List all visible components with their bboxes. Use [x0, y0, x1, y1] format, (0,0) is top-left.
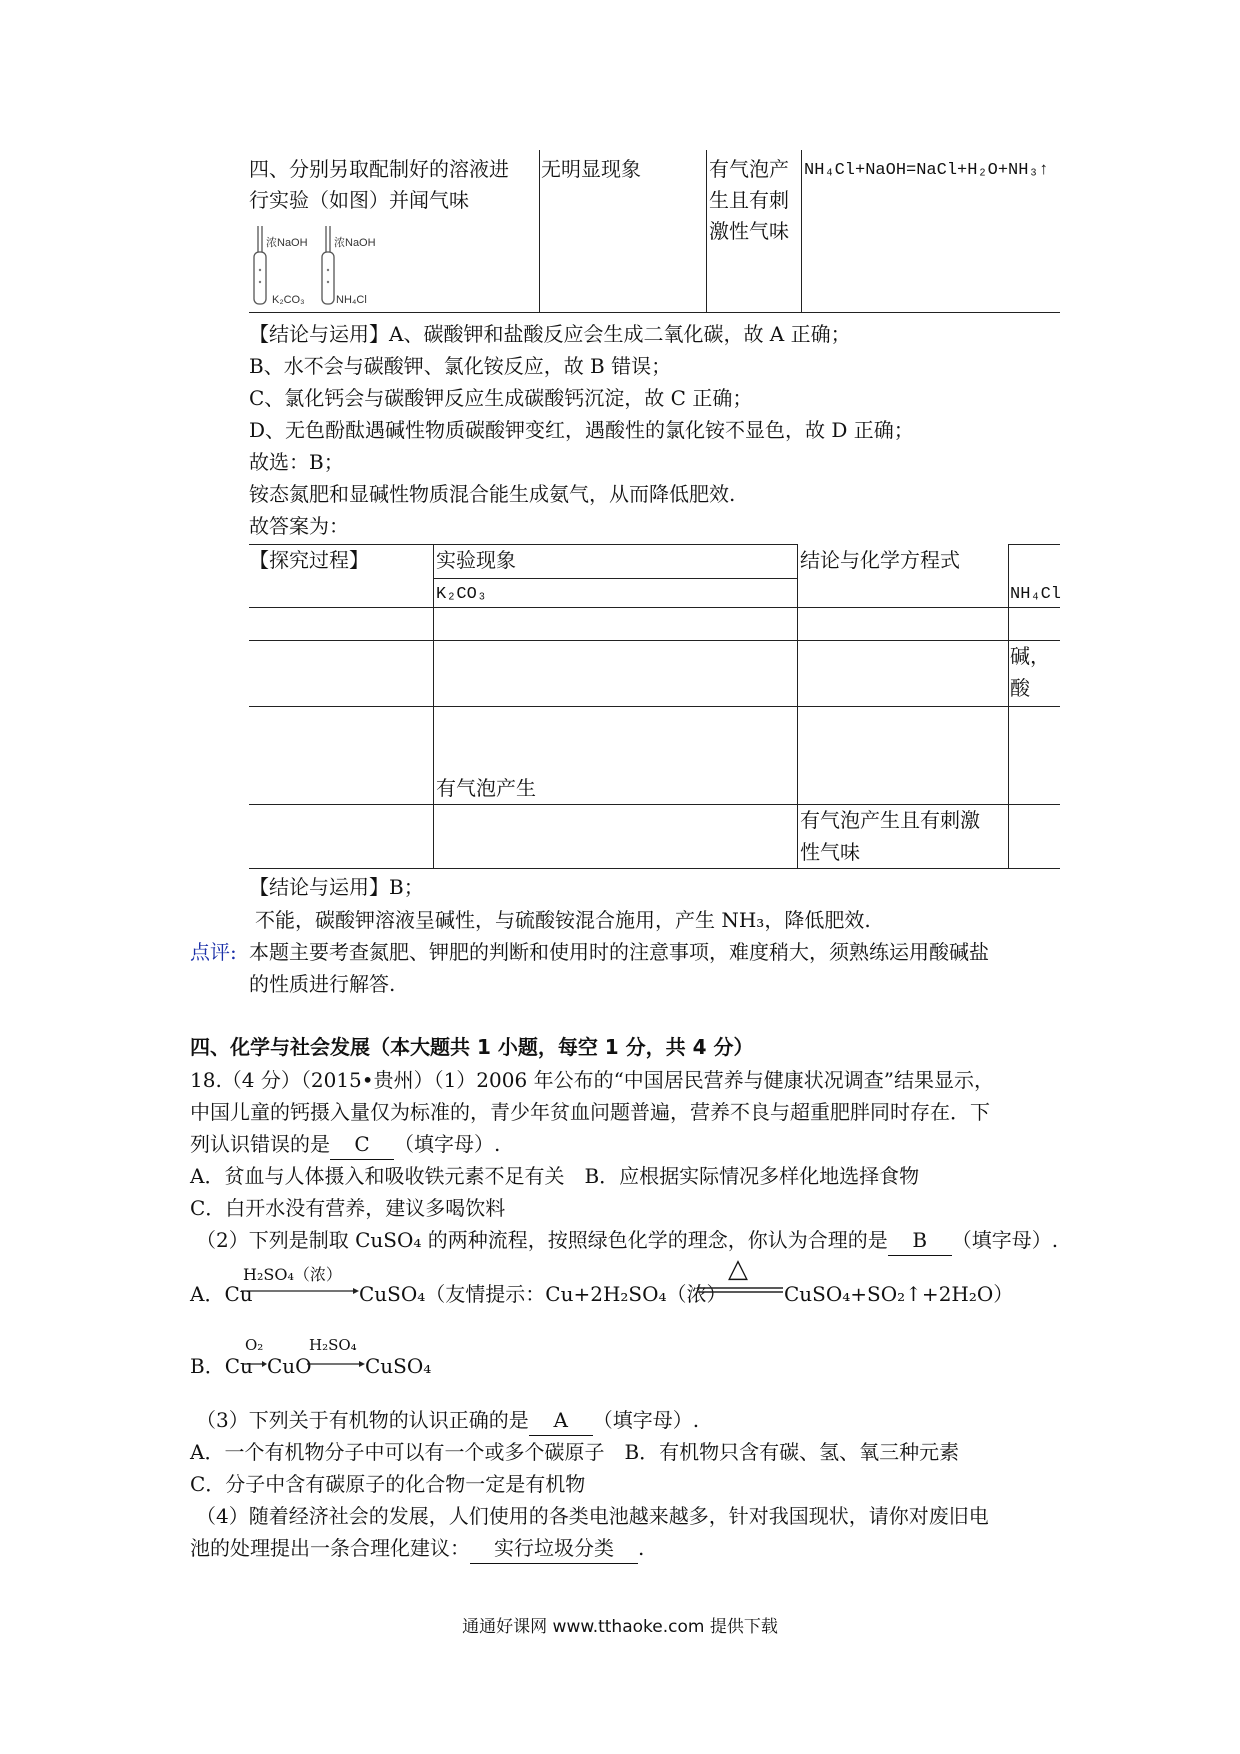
flow-b-prefix: B．Cu [190, 1354, 253, 1378]
nh4cl-result-line2: 生且有刺 [709, 188, 789, 212]
q18-line3-suffix: （填字母）. [394, 1132, 501, 1156]
answer-blank-1: C [330, 1130, 394, 1160]
tube2-reagent-label: 浓NaOH [334, 237, 376, 249]
table-divider [249, 868, 1060, 869]
flow-b-reagent: H₂SO₄ [309, 1336, 357, 1354]
conclusion-line: 铵态氮肥和显碱性物质混合能生成氨气，从而降低肥效. [249, 482, 736, 506]
option-a [190, 1162, 919, 1191]
part4-text: 池的处理提出一条合理化建议： [190, 1536, 470, 1560]
answer-blank-4: 实行垃圾分类 [470, 1534, 638, 1564]
conclusion-line: C、氯化钙会与碳酸钾反应生成碳酸钙沉淀，故 C 正确； [249, 386, 753, 410]
nh4cl-label: NH₄Cl [1010, 585, 1062, 604]
conclusion-line: 故答案为： [249, 514, 349, 538]
step-text-line1: 四、分别另取配制好的溶液进 [249, 157, 509, 181]
after-table-line1: 【结论与运用】B； [249, 875, 424, 899]
part2-text: （2）下列是制取 CuSO₄ 的两种流程，按照绿色化学的理念，你认为合理的是 [196, 1228, 888, 1252]
flow-a-arrow [241, 1285, 359, 1297]
part4-suffix: . [638, 1536, 645, 1560]
flow-b-arrow1 [243, 1359, 267, 1369]
option-b-text: B．应根据实际情况多样化地选择食物 [584, 1164, 920, 1188]
nh4cl-result-line1: 有气泡产 [709, 157, 789, 181]
flow-b-arrow2 [307, 1359, 365, 1369]
part3-option-a: A．一个有机物分子中可以有一个或多个碳原子 [190, 1440, 605, 1464]
row4-phenomenon: 有气泡产生 [436, 776, 536, 800]
table-divider [1008, 544, 1060, 545]
header-phenomenon: 实验现象 [436, 548, 516, 572]
tube1-reagent-label: 浓NaOH [266, 237, 308, 249]
flow-a-reagent: H₂SO₄（浓） [243, 1265, 342, 1284]
section-heading: 四、化学与社会发展（本大题共 1 小题，每空 1 分，共 4 分） [190, 1035, 754, 1059]
comment-line1: 本题主要考查氮肥、钾肥的判断和使用时的注意事项，难度稍大，须熟练运用酸碱盐 [249, 940, 989, 964]
tube1-sample-label: K₂CO₃ [272, 294, 305, 306]
conclusion-line: D、无色酚酞遇碱性物质碳酸钾变红，遇酸性的氯化铵不显色，故 D 正确； [249, 418, 914, 442]
q18-line2: 中国儿童的钙摄入量仅为标准的，青少年贫血问题普遍，营养不良与超重肥胖同时存在．下 [190, 1100, 990, 1124]
flow-a-prefix: A．Cu [190, 1282, 253, 1306]
page-footer: 通通好课网 www.tthaoke.com 提供下载 [462, 1617, 778, 1637]
flow-b-mid: CuO [267, 1354, 312, 1378]
answer-blank-3: A [529, 1406, 593, 1436]
table-divider [249, 607, 1060, 608]
comment-line2: 的性质进行解答. [249, 972, 396, 996]
nh4cl-result-line3: 激性气味 [709, 219, 789, 243]
row3-right-line2: 酸 [1010, 676, 1030, 700]
q18-line1: 18.（4 分）（2015•贵州）（1）2006 年公布的“中国居民营养与健康状况调查”结果显示， [190, 1068, 995, 1092]
table-divider [433, 578, 798, 579]
row5-conclusion-line1: 有气泡产生且有刺激 [800, 808, 980, 832]
k2co3-result: 无明显现象 [541, 157, 641, 181]
part4-line2 [190, 1534, 644, 1564]
flow-a-product: CuSO₄（友情提示：Cu+2H₂SO₄（浓） [359, 1282, 727, 1306]
step-text-line2: 行实验（如图）并闻气味 [249, 188, 469, 212]
tube2-sample-label: NH₄Cl [336, 294, 367, 306]
row5-conclusion-line2: 性气味 [800, 840, 860, 864]
table-divider [797, 544, 798, 868]
table-divider [249, 640, 1060, 641]
option-a-text: A．贫血与人体摄入和吸收铁元素不足有关 [190, 1164, 565, 1188]
conclusion-line: 【结论与运用】A、碳酸钾和盐酸反应会生成二氧化碳，故 A 正确； [249, 322, 851, 346]
table-divider [706, 150, 707, 312]
heat-triangle-icon: △ [728, 1254, 748, 1284]
part3-option-c: C．分子中含有碳原子的化合物一定是有机物 [190, 1472, 586, 1496]
answer-blank-2: B [888, 1226, 952, 1256]
header-process: 【探究过程】 [249, 548, 369, 572]
reaction-equation: NH₄Cl+NaOH=NaCl+H₂O+NH₃↑ [804, 161, 1049, 180]
k2co3-label: K₂CO₃ [436, 585, 488, 604]
table-divider [539, 150, 540, 312]
table-divider [1008, 544, 1009, 868]
after-table-line2: 不能，碳酸钾溶液呈碱性，与硫酸铵混合施用，产生 NH₃，降低肥效. [255, 908, 871, 932]
table-divider [249, 544, 798, 545]
table-divider [249, 312, 1060, 313]
part3-text: （3）下列关于有机物的认识正确的是 [196, 1408, 529, 1432]
conclusion-line: B、水不会与碳酸钾、氯化铵反应，故 B 错误； [249, 354, 672, 378]
comment-label: 点评: [190, 940, 237, 964]
part4-line1: （4）随着经济社会的发展，人们使用的各类电池越来越多，针对我国现状，请你对废旧电 [196, 1504, 989, 1528]
option-c: C．白开水没有营养，建议多喝饮料 [190, 1196, 506, 1220]
part3-suffix: （填字母）. [592, 1408, 700, 1432]
row3-right-line1: 碱， [1010, 644, 1050, 668]
table-divider [801, 150, 802, 312]
flow-b-product: CuSO₄ [365, 1354, 432, 1378]
header-conclusion: 结论与化学方程式 [800, 548, 960, 572]
flow-a-rest: CuSO₄+SO₂↑+2H₂O） [784, 1282, 1014, 1306]
table-divider [433, 544, 434, 868]
q18-line3-text: 列认识错误的是 [190, 1132, 330, 1156]
q18-line3 [190, 1130, 500, 1160]
flow-b-o2: O₂ [245, 1336, 264, 1354]
part3-line [196, 1406, 699, 1436]
equals-sign [697, 1286, 783, 1294]
part2-suffix: （填字母）. [951, 1228, 1059, 1252]
part3-options-ab [190, 1438, 959, 1467]
table-divider [249, 706, 1060, 707]
part3-option-b: B．有机物只含有碳、氢、氧三种元素 [624, 1440, 960, 1464]
table-divider [249, 804, 1060, 805]
conclusion-line: 故选：B； [249, 450, 344, 474]
part2-line [196, 1226, 1058, 1256]
